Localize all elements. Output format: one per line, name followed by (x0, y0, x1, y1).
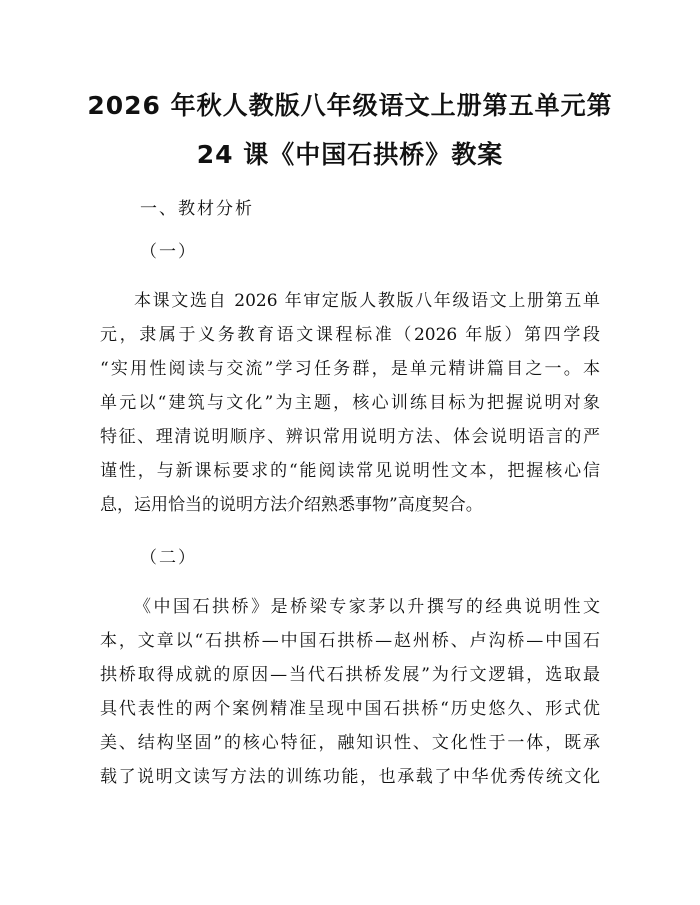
section-heading-teaching-material-analysis: 一、教材分析 (140, 199, 254, 219)
paragraph-1-line: 谨性，与新课标要求的“能阅读常见说明性文本，把握核心信 (100, 461, 600, 481)
paragraph-1-line: 单元以“建筑与文化”为主题，核心训练目标为把握说明对象 (100, 393, 600, 413)
document-title-line-2: 24 课《中国石拱桥》教案 (196, 140, 504, 169)
paragraph-2-line: 具代表性的两个案例精准呈现中国石拱桥“历史悠久、形式优 (100, 699, 600, 719)
paragraph-1-line: 特征、理清说明顺序、辨识常用说明方法、体会说明语言的严 (100, 427, 600, 447)
subsection-heading-1: （一） (140, 242, 197, 262)
paragraph-1-line: 息，运用恰当的说明方法介绍熟悉事物”高度契合。 (100, 495, 483, 515)
paragraph-1-line: “实用性阅读与交流”学习任务群，是单元精讲篇目之一。本 (100, 359, 600, 379)
paragraph-2-line: 美、结构坚固”的核心特征，融知识性、文化性于一体，既承 (100, 733, 600, 753)
subsection-heading-2: （二） (140, 548, 197, 568)
paragraph-1-line: 本课文选自 2026 年审定版人教版八年级语文上册第五单 (134, 291, 600, 311)
paragraph-2-line: 《中国石拱桥》是桥梁专家茅以升撰写的经典说明性文 (134, 597, 600, 617)
paragraph-1-line: 元，隶属于义务教育语文课程标准（2026 年版）第四学段 (100, 325, 600, 345)
paragraph-2 (100, 590, 600, 794)
paragraph-2-line: 本，文章以“石拱桥—中国石拱桥—赵州桥、卢沟桥—中国石 (100, 631, 600, 651)
paragraph-2-line: 拱桥取得成就的原因—当代石拱桥发展”为行文逻辑，选取最 (100, 665, 600, 685)
paragraph-1 (100, 284, 600, 522)
paragraph-2-line: 载了说明文读写方法的训练功能，也承载了中华优秀传统文化 (100, 767, 600, 787)
document-title-line-1: 2026 年秋人教版八年级语文上册第五单元第 (87, 91, 613, 120)
